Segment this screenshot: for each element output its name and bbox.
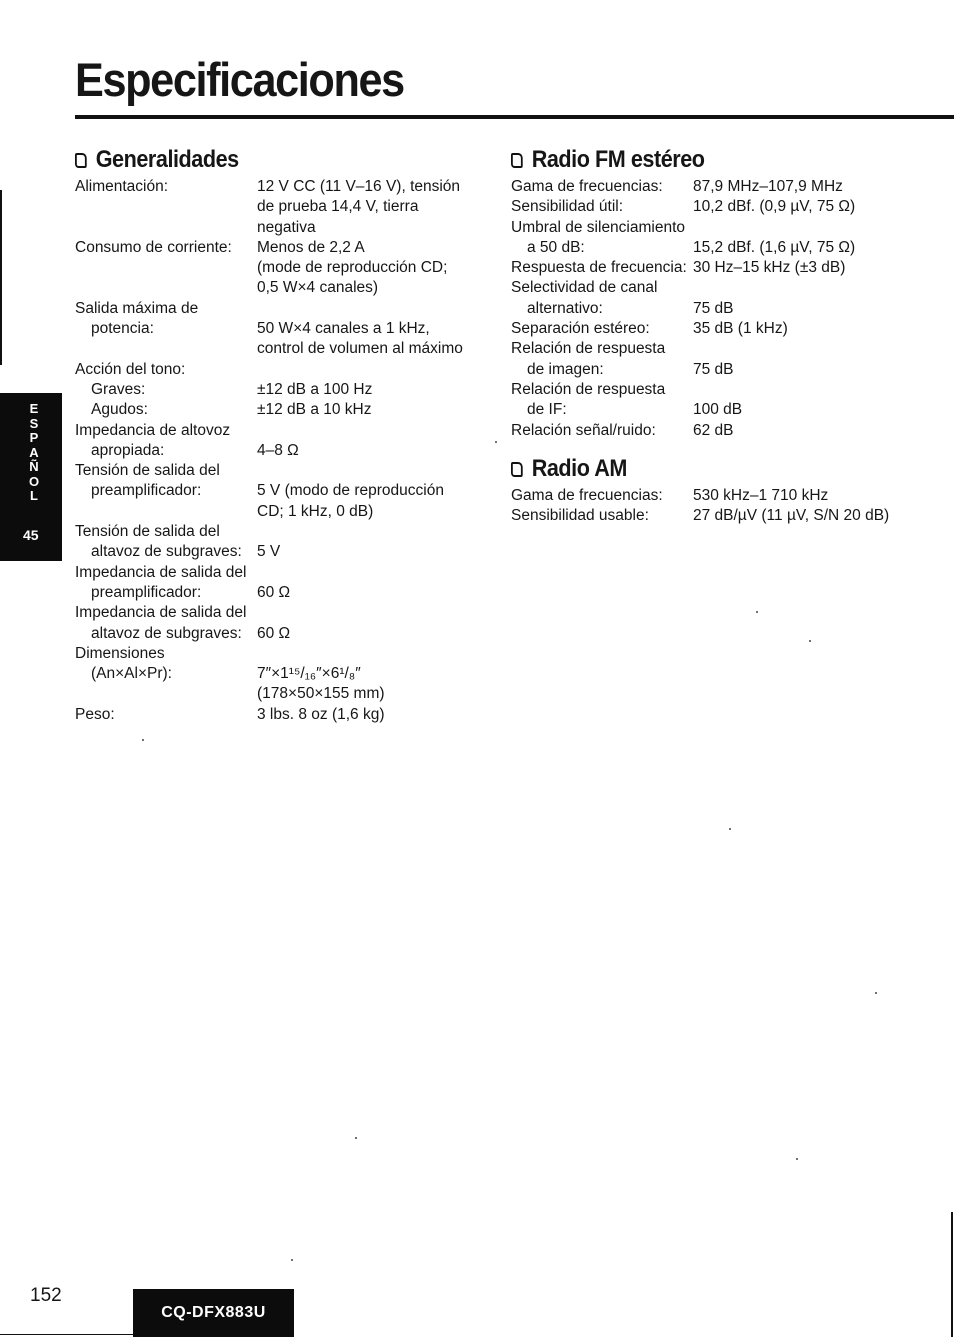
spec-label: Impedancia de salida del: [75, 604, 247, 622]
spec-row: [75, 339, 463, 359]
section-heading-radio-am: [511, 455, 627, 483]
spec-value: ±12 dB a 100 Hz: [257, 380, 373, 398]
spec-row: [75, 603, 246, 623]
spec-label: Salida máxima de: [75, 299, 199, 317]
page-title: Especificaciones: [75, 53, 404, 106]
spec-label: (An×Al×Pr):: [91, 665, 172, 683]
spec-row: [75, 197, 419, 217]
spec-label: Relación de respuesta: [511, 380, 666, 398]
side-tab-letter: P: [29, 430, 39, 445]
spec-row: [511, 278, 687, 298]
spec-row: [75, 238, 365, 258]
spec-value: 75 dB: [693, 299, 734, 317]
spec-label: de imagen:: [527, 360, 604, 378]
spec-label: altavoz de subgraves:: [91, 624, 242, 642]
spec-value: 0,5 W×4 canales): [257, 279, 379, 297]
spec-row: [511, 400, 743, 420]
spec-label: potencia:: [91, 320, 154, 338]
spec-row: [511, 421, 734, 441]
side-tab-letter: O: [28, 473, 40, 489]
spec-label: Umbral de silenciamiento: [511, 218, 686, 236]
spec-list-generalidades: [75, 177, 463, 725]
spec-label: preamplificador:: [91, 482, 202, 500]
scan-speck: [729, 828, 731, 830]
spec-value: 3 lbs. 8 oz (1,6 kg): [257, 705, 385, 723]
spec-list-radio-fm: [511, 177, 856, 441]
section-heading-label: Generalidades: [95, 146, 239, 173]
spec-label: Separación estéreo:: [511, 320, 650, 338]
spec-value: 15,2 dBf. (1,6 µV, 75 Ω): [693, 238, 856, 256]
spec-label: Respuesta de frecuencia:: [511, 259, 687, 277]
spec-label: Gama de frecuencias:: [511, 178, 663, 195]
spec-value: 5 V (modo de reproducción: [257, 482, 444, 500]
spec-value: 100 dB: [693, 401, 743, 419]
spec-row: [511, 218, 687, 238]
section-heading-generalidades: [75, 146, 239, 174]
spec-row: [75, 502, 374, 522]
spec-value: 62 dB: [693, 421, 734, 439]
spec-value: 50 W×4 canales a 1 kHz,: [257, 320, 430, 338]
spec-value: 60 Ω: [257, 624, 291, 642]
spec-row: [511, 360, 734, 380]
spec-label: Tensión de salida del: [75, 462, 220, 480]
spec-row: [511, 299, 734, 319]
spec-row: [75, 664, 361, 684]
model-label: CQ-DFX883U: [161, 1304, 266, 1321]
spec-value: CD; 1 kHz, 0 dB): [257, 502, 374, 520]
spec-row: [511, 380, 687, 400]
spec-row: [75, 258, 448, 278]
section-heading-radio-fm: [511, 146, 705, 174]
spec-row: [75, 481, 444, 501]
side-tab-letter: A: [29, 444, 39, 460]
spec-row: [75, 400, 372, 420]
scan-speck: [796, 1158, 798, 1160]
spec-label: Impedancia de salida del: [75, 563, 247, 581]
spec-value: Menos de 2,2 A: [257, 238, 365, 256]
spec-label: Impedancia de altovoz: [75, 421, 231, 439]
spec-row: [511, 177, 843, 197]
spec-row: [75, 218, 316, 238]
spec-value: de prueba 14,4 V, tierra: [257, 198, 419, 216]
spec-label: Sensibilidad útil:: [511, 198, 624, 216]
spec-row: [75, 177, 461, 197]
spec-row: [75, 624, 291, 644]
spec-value: 30 Hz–15 kHz (±3 dB): [693, 259, 846, 277]
spec-row: [511, 197, 856, 217]
spec-row: [511, 506, 890, 526]
scan-speck: [355, 1137, 357, 1139]
spec-row: [75, 299, 246, 319]
spec-label: Agudos:: [91, 401, 148, 419]
spec-value: 5 V: [257, 543, 281, 561]
checkbox-square-icon: [511, 153, 523, 168]
side-tab-letter: L: [30, 488, 38, 503]
scan-speck: [495, 441, 497, 443]
spec-row: [511, 486, 829, 506]
spec-label: a 50 dB:: [527, 238, 585, 256]
spec-row: [75, 684, 385, 704]
page-number: 152: [30, 1285, 62, 1306]
spec-label: de IF:: [527, 401, 567, 419]
spec-value: 35 dB (1 kHz): [693, 320, 788, 338]
spec-label: Consumo de corriente:: [75, 238, 232, 256]
scan-speck: [875, 992, 877, 994]
spec-row: [75, 563, 246, 583]
language-side-tab-letters: [26, 402, 42, 504]
spec-row: [75, 644, 246, 664]
spec-label: alternativo:: [527, 299, 603, 317]
right-edge-rule: [951, 1212, 953, 1337]
side-tab-letter: E: [29, 401, 39, 416]
spec-label: Sensibilidad usable:: [511, 507, 649, 525]
spec-row: [75, 278, 379, 298]
spec-label: apropiada:: [91, 441, 165, 459]
spec-value: (mode de reproducción CD;: [257, 259, 448, 277]
spec-value: control de volumen al máximo: [257, 340, 463, 358]
spec-label: Tensión de salida del: [75, 523, 220, 541]
side-tab-letter: Ñ: [29, 459, 39, 474]
spec-row: [75, 542, 281, 562]
spec-label: Relación de respuesta: [511, 340, 666, 358]
spec-row: [511, 319, 788, 339]
spec-value: ±12 dB a 10 kHz: [257, 401, 372, 419]
spec-value: 10,2 dBf. (0,9 µV, 75 Ω): [693, 198, 856, 216]
scan-speck: [756, 611, 758, 613]
spec-value: 75 dB: [693, 360, 734, 378]
spec-row: [75, 522, 246, 542]
spec-row: [75, 583, 291, 603]
spec-value: 7″×1¹⁵/₁₆″×6¹/₈″: [257, 665, 361, 683]
spec-row: [75, 380, 373, 400]
spec-row: [511, 238, 856, 258]
scan-speck: [809, 640, 811, 642]
spec-value: 27 dB/µV (11 µV, S/N 20 dB): [693, 507, 890, 525]
spec-row: [75, 360, 246, 380]
spec-label: Graves:: [91, 380, 146, 398]
spec-label: Dimensiones: [75, 644, 165, 662]
spec-row: [75, 441, 299, 461]
spec-label: Alimentación:: [75, 178, 169, 195]
spec-label: Acción del tono:: [75, 360, 186, 378]
side-tab-letter: S: [29, 415, 39, 431]
checkbox-square-icon: [511, 462, 523, 477]
bottom-rule: [0, 1334, 133, 1335]
spec-label: altavoz de subgraves:: [91, 543, 242, 561]
spec-value: 530 kHz–1 710 kHz: [693, 487, 829, 504]
spec-label: Peso:: [75, 705, 115, 723]
spec-label: Selectividad de canal: [511, 279, 658, 297]
spec-value: (178×50×155 mm): [257, 685, 385, 703]
spec-label: preamplificador:: [91, 583, 202, 601]
section-heading-label: Radio AM: [531, 455, 627, 482]
scan-speck: [291, 1259, 293, 1261]
checkbox-square-icon: [75, 153, 87, 168]
spec-label: Relación señal/ruido:: [511, 421, 656, 439]
spec-row: [75, 421, 246, 441]
spec-value: 60 Ω: [257, 583, 291, 601]
section-heading-label: Radio FM estéreo: [531, 146, 705, 173]
spec-value: 12 V CC (11 V–16 V), tensión: [257, 178, 461, 195]
spec-value: negativa: [257, 218, 316, 236]
title-rule: [75, 115, 954, 119]
model-tab: [133, 1289, 294, 1337]
section-page-number: 45: [23, 527, 39, 543]
spec-row: [511, 339, 687, 359]
left-margin-rule: [0, 190, 2, 365]
spec-row: [511, 258, 846, 278]
spec-value: 4–8 Ω: [257, 441, 299, 459]
spec-label: Gama de frecuencias:: [511, 487, 663, 504]
spec-row: [75, 705, 385, 725]
spec-row: [75, 461, 246, 481]
spec-value: 87,9 MHz–107,9 MHz: [693, 178, 843, 195]
spec-row: [75, 319, 430, 339]
spec-list-radio-am: [511, 486, 890, 527]
scan-speck: [142, 739, 144, 741]
